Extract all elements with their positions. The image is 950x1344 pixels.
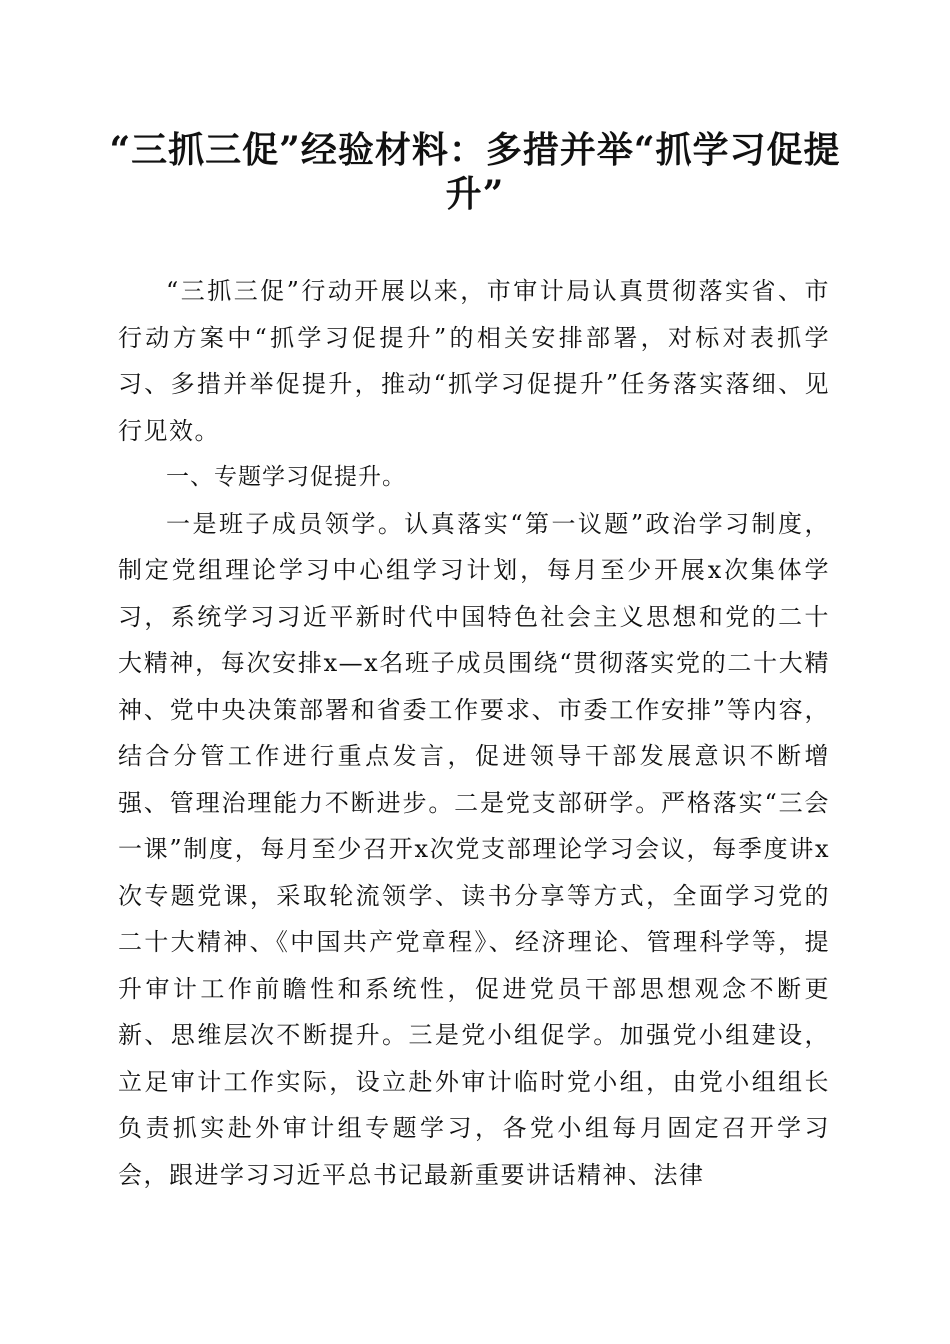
document-title: “三抓三促”经验材料：多措并举“抓学习促提升” bbox=[109, 129, 841, 215]
section-paragraph: 一是班子成员领学。认真落实“第一议题”政治学习制度，制定党组理论学习中心组学习计划，每月至少开展x次集体学习，系统学习习近平新时代中国特色社会主义思想和党的二十大精神，每次安排x—x名班子成员围绕“贯彻落实党的二十大精神、党中央决策部署和省委工作要求、市委工作安排”等内容，结合分管工作进行重点发言，促进领导干部发展意识不断增强、管理治理能力不断进步。二是党支部研学。严格落实“三会一课”制度，每月至少召开x次党支部理论学习会议，每季度讲x次专题党课，采取轮流领学、读书分享等方式，全面学习党的二十大精神、《中国共产党章程》、经济理论、管理科学等，提升审计工作前瞻性和系统性，促进党员干部思想观念不断更新、思维层次不断提升。三是党小组促学。加强党小组建设，立足审计工作实际，设立赴外审计临时党小组，由党小组组长负责抓实赴外审计组专题学习，各党小组每月固定召开学习会，跟进学习习近平总书记最新重要讲话精神、法律 bbox=[118, 509, 830, 1189]
intro-paragraph: “三抓三促”行动开展以来，市审计局认真贯彻落实省、市行动方案中“抓学习促提升”的相关安排部署，对标对表抓学习、多措并举促提升，推动“抓学习促提升”任务落实落细、见行见效。 bbox=[118, 277, 830, 445]
document-body bbox=[118, 268, 830, 1198]
section-heading: 一、专题学习促提升。 bbox=[166, 464, 406, 490]
